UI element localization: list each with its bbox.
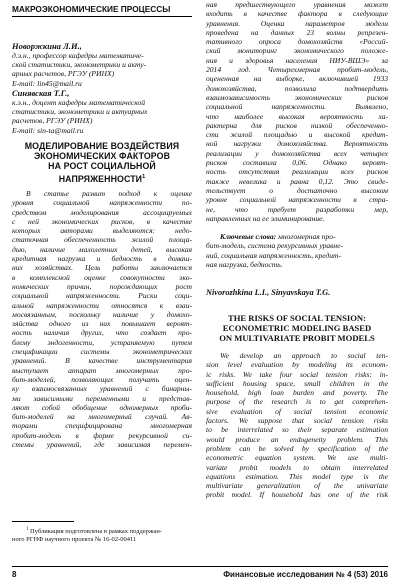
abstract-line: тативного опроса домохозяйств «Россий-: [206, 37, 388, 47]
abstract-line: econometric equation system. We use multi-: [206, 453, 388, 463]
author-email: E-mail: lin45@mail.ru: [12, 78, 82, 88]
title-line: THE RISKS OF SOCIAL TENSION:: [227, 313, 367, 323]
title-line: ЭКОНОМИЧЕСКИХ ФАКТОРОВ: [33, 151, 171, 162]
abstract-line: household, high loan burden and poverty. The: [206, 388, 388, 398]
abstract-line: них хозяйствах. Цель работы заключается: [12, 263, 192, 273]
article-title-en: [206, 313, 388, 344]
abstract-line: бит-моделей на многомерный случай. Ав-: [12, 412, 192, 422]
abstract-line: социальной напряженности. Выявлено,: [206, 102, 388, 112]
abstract-line: выступает аппарат многомерных про-: [12, 365, 192, 375]
abstract-line: проведена на данных 23 волны репрезен-: [206, 27, 388, 37]
title-line: ECONOMETRIC MODELING BASED: [222, 323, 372, 334]
abstract-line: ic risks. We take four social tension risks: in-: [206, 369, 388, 379]
abstract-line: с ней экономических рисков, в качестве: [12, 216, 192, 226]
abstract-line: ляют собой обобщение одномерных проби-: [12, 402, 192, 412]
title-line: НА РОСТ СОЦИАЛЬНОЙ: [48, 161, 156, 172]
authors-en: Nivorozhkina L.I., Sinyavskaya T.G.: [206, 288, 331, 297]
abstract-line: рисков составила 0,06. Однако вероят-: [206, 158, 388, 168]
abstract-line: которых авторами выделяются: недо-: [12, 226, 192, 236]
abstract-line: блему эндогенности, устраняемую путем: [12, 337, 192, 347]
keywords-label: Ключевые слова:: [220, 232, 277, 241]
article-title-ru: [12, 141, 192, 184]
abstract-line: уравнений. В качестве инструментария: [12, 356, 192, 366]
journal-issue: Финансовые исследования № 4 (53) 2016: [223, 570, 388, 579]
page-footer: [12, 566, 388, 580]
abstract-line: входить в качестве фактора в следующие: [206, 9, 388, 19]
abstract-line: также невелика и равна 0,12. Это свиде-: [206, 176, 388, 186]
abstract-line: ной нагрузки домохозяйства. Вероятность: [206, 139, 388, 149]
keywords-text: ная нагрузка, бедность.: [206, 259, 283, 269]
author-affiliation: расчетов, РГЭУ (РИНХ): [12, 116, 93, 126]
keywords-text: ний, социальная напряженность, кредит-: [206, 250, 341, 260]
abstract-line: социальной напряженности. Риски соци-: [12, 291, 192, 301]
abstract-line: оцененная на выборке, включившей 1933: [206, 74, 388, 84]
abstract-line: ку взаимосвязанных уравнений с бинарны-: [12, 384, 192, 394]
abstract-line: уровня социальной напряженности по-: [12, 198, 192, 208]
abstract-line: стемы уравнений, где зависимая перемен-: [12, 440, 192, 450]
abstract-line: торами специфицирована многомерная: [12, 421, 192, 431]
abstract-line: probit model. If household has one of the risk: [206, 490, 388, 500]
abstract-line: уравнения. Оценка параметров модели: [206, 18, 388, 28]
page-number: 8: [12, 570, 17, 579]
abstract-line: ния и здоровья населения НИУ-ВШЭ» за: [206, 55, 388, 65]
keywords-ru: [206, 232, 388, 269]
abstract-line: бит-моделей, позволяющих получать оцен-: [12, 374, 192, 384]
abstract-line: кредитная нагрузка и бедность в домаш-: [12, 254, 192, 264]
abstract-line: multivariate generalization of the univariate: [206, 481, 388, 491]
footnote-marker: 1: [26, 527, 29, 532]
abstract-line: ность отсутствия реализации всех рисков: [206, 167, 388, 177]
abstract-line: уровне социальной напряженности в стра-: [206, 195, 388, 205]
abstract-line: не, что требует разработки мер,: [206, 204, 388, 214]
footnote: [12, 526, 192, 544]
abstract-line: ский мониторинг экономического положе-: [206, 46, 388, 56]
abstract-line: пробит-модель в форме рекурсивной си-: [12, 430, 192, 440]
abstract-line: problem can be solved by specification of the: [206, 443, 388, 453]
abstract-line: variate probit models to obtain interrelated: [206, 462, 388, 472]
abstract-line: направленных на ее элиминирование.: [206, 213, 325, 223]
abstract-line: тельствует о достаточно высоком: [206, 185, 388, 195]
author-affiliation: статистики, эконометрики и актуарных: [12, 107, 148, 117]
footnote-text: Публикация подготовлена в рамках поддержан-: [30, 528, 162, 536]
abstract-line: sion level evaluation by modeling its econom-: [206, 360, 388, 370]
abstract-line: дью, наличие малолетних детей, высокая: [12, 244, 192, 254]
abstract-line: ми зависимыми переменными и представ-: [12, 393, 192, 403]
author-block-2: [12, 88, 192, 135]
author-name: Новоржкина Л.И.,: [12, 41, 82, 51]
abstract-line: ная предшествующего уравнения может: [206, 0, 388, 9]
abstract-line: статочная обеспеченность жилой площа-: [12, 235, 192, 245]
abstract-line: спецификации системы эконометрических: [12, 347, 192, 357]
title-line: НАПРЯЖЕННОСТИ$^1$: [58, 173, 146, 184]
abstract-line: мосвязанным, поскольку наличие у домохо-: [12, 309, 192, 319]
abstract-line: sive evaluation of social tension economic: [206, 406, 388, 416]
abstract-line: We develop an approach to social ten-: [220, 351, 388, 360]
footnote-text: ного РГНФ научного проекта № 16-02-00411: [12, 536, 137, 544]
abstract-line: рактерна для рисков низкой обеспеченно-: [206, 120, 388, 130]
author-affiliation: к.э.н., доцент кафедры математической: [12, 98, 146, 107]
abstract-line: В статье развит подход к оценке: [26, 189, 192, 198]
title-line: МОДЕЛИРОВАНИЕ ВОЗДЕЙСТВИЯ: [24, 141, 180, 151]
author-block-1: [12, 41, 192, 88]
abstract-ru-part-1: [12, 189, 192, 449]
abstract-line: средством моделирования ассоциируемых: [12, 207, 192, 217]
footnote-marker: 1: [142, 173, 146, 180]
abstract-line: альной напряженности относятся к взаи-: [12, 300, 192, 310]
abstract-line: номических причин, порождающих рост: [12, 281, 192, 291]
section-heading: МАКРОЭКОНОМИЧЕСКИЕ ПРОЦЕССЫ: [12, 4, 192, 17]
abstract-line: to be interrelated so their separate estimation: [206, 425, 388, 435]
author-name: Синявская Т.Г.,: [12, 88, 70, 98]
abstract-line: домохозяйства, позволила подтвердить: [206, 83, 388, 93]
abstract-line: 2014 год. Четырехмерная пробит-модель,: [206, 65, 388, 75]
author-email: E-mail: sin-ta@mail.ru: [12, 125, 84, 135]
abstract-line: в комплексной оценке совокупности эко-: [12, 272, 192, 282]
author-affiliation: арных расчетов, РГЭУ (РИНХ): [12, 69, 115, 79]
abstract-line: зяйства одного из них повышает вероят-: [12, 319, 192, 329]
abstract-line: purpose of the research is to get comprehen-: [206, 397, 388, 407]
abstract-line: sufficient housing space, small children in the: [206, 378, 388, 388]
abstract-line: что наиболее высокая вероятность ха-: [206, 111, 388, 121]
keywords-text: бит-модель, система рекурсивных уравне-: [206, 241, 344, 251]
abstract-line: would produce an endogeneity problem. This: [206, 434, 388, 444]
abstract-line: factors. We suppose that social tension risks: [206, 416, 388, 426]
abstract-line: взаимозависимость экономических рисков: [206, 92, 388, 102]
abstract-ru-part-2: [206, 0, 388, 223]
abstract-line: equations estimation. This model type is the: [206, 471, 388, 481]
footnote-divider: [12, 521, 74, 522]
author-affiliation: ской статистики, эконометрики и акту-: [12, 60, 147, 70]
keywords-text: многомерная про-: [276, 232, 336, 241]
abstract-line: сти жилой площадью и высокой кредит-: [206, 130, 388, 140]
author-affiliation: д.э.н., профессор кафедры математиче-: [12, 51, 144, 60]
title-line: ON MULTIVARIATE PROBIT MODELS: [219, 333, 375, 344]
abstract-line: реализации у домохозяйства всех четырех: [206, 148, 388, 158]
abstract-en: [206, 351, 388, 500]
abstract-line: ность наличия других, что создает про-: [12, 328, 192, 338]
